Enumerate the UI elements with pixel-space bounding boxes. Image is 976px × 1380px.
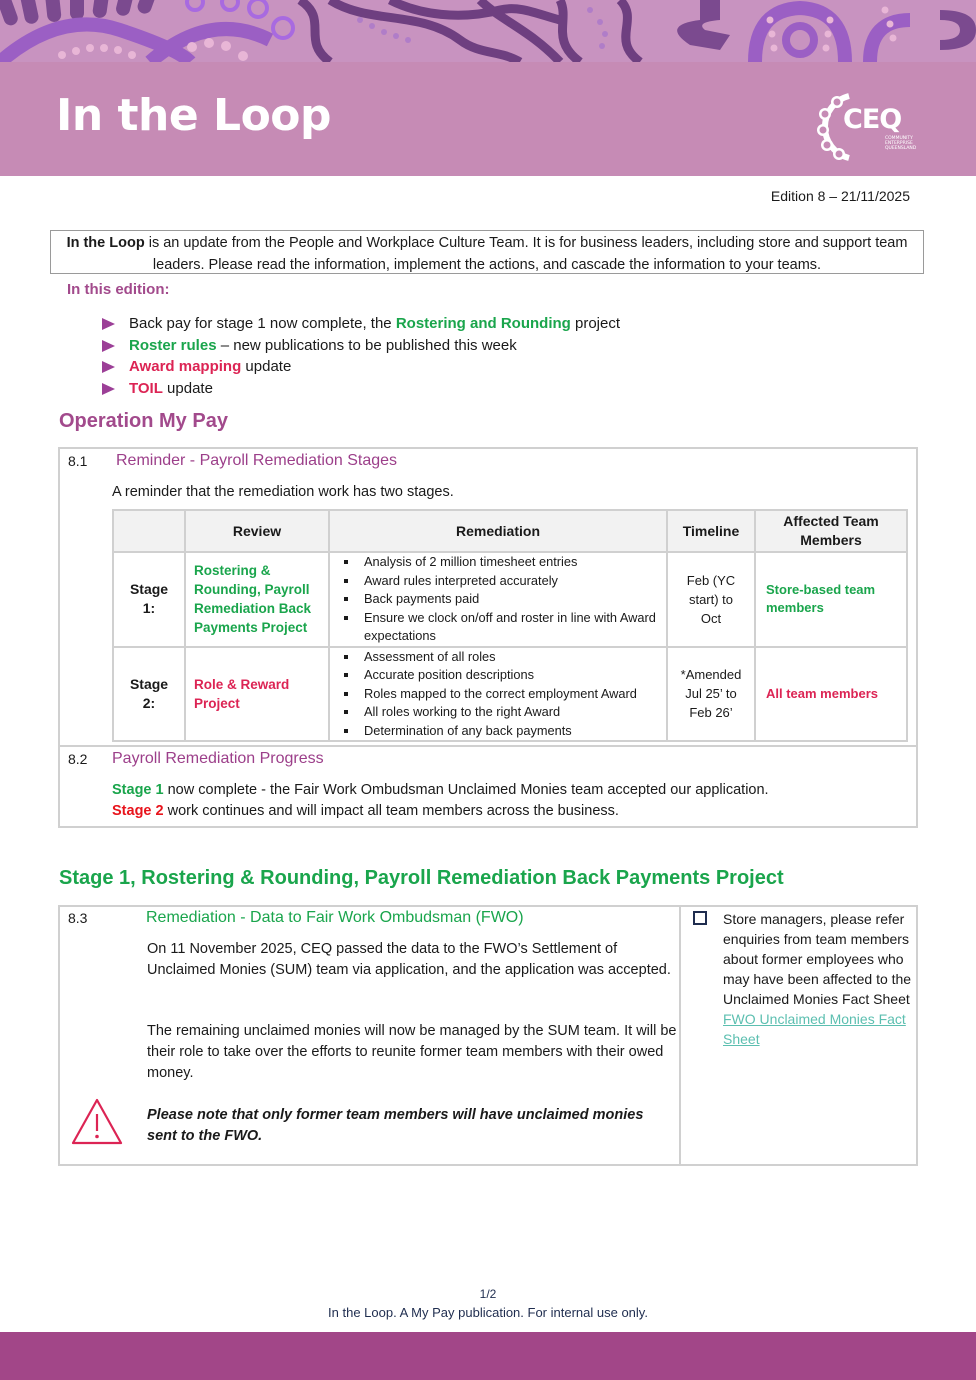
timeline-cell: [667, 647, 755, 742]
footer-bar: [0, 1332, 976, 1380]
warning-note: Please note that only former team members will have unclaimed monies sent to the FWO.: [147, 1107, 644, 1144]
item-highlight: Rostering and Rounding: [395, 315, 571, 332]
edition-date: Edition 8 – 21/11/2025: [770, 188, 910, 204]
action-text: Store managers, please refer enquiries from team members about former employees who may have been affected to the Unclaimed Monies Fact Sheet: [723, 911, 912, 1007]
item-text: – new publications to be published this week: [216, 336, 517, 354]
list-item: [100, 356, 620, 378]
logo-subtext: [885, 136, 925, 151]
remediation-item: Award rules interpreted accurately: [344, 572, 660, 591]
header-artwork: [0, 0, 976, 62]
in-this-edition-heading: In this edition:: [67, 281, 170, 298]
item-text: update: [162, 379, 213, 397]
section-title: Remediation - Data to Fair Work Ombudsman (FWO): [146, 909, 524, 926]
column-header: [113, 510, 185, 552]
item-text: update: [241, 358, 292, 376]
remediation-item: Accurate position descriptions: [344, 666, 660, 685]
review-cell: Rostering & Rounding, Payroll Remediation Back Payments Project: [185, 552, 329, 647]
item-text: project: [570, 315, 621, 332]
column-header: Affected Team Members: [755, 510, 907, 552]
logo-text: CEQ: [843, 104, 902, 135]
newsletter-title: In the Loop: [56, 90, 332, 141]
section-8-1: [58, 447, 918, 747]
warning-icon: [70, 1097, 124, 1147]
stage-1-text: now complete - the Fair Work Ombudsman Unclaimed Monies team accepted our application.: [163, 782, 769, 798]
triangle-bullet-icon: [102, 383, 115, 395]
stage-text: Stage 2:: [129, 675, 169, 711]
table-row: [113, 552, 907, 647]
table-row: [113, 647, 907, 742]
stage-1-label: Stage 1: [112, 782, 164, 798]
paragraph: The remaining unclaimed monies will now be managed by the SUM team. It will be their role to take over the efforts to reunite former team members with their owed money.: [147, 1023, 677, 1081]
stage-label: [113, 647, 185, 742]
list-item: [100, 335, 620, 357]
action-checkbox[interactable]: [693, 911, 707, 925]
remediation-cell: [329, 552, 667, 647]
action-item: [723, 909, 913, 1049]
triangle-bullet-icon: [102, 361, 115, 373]
footer-note: In the Loop. A My Pay publication. For internal use only.: [328, 1305, 648, 1320]
ceq-logo: [815, 92, 925, 162]
section-number: 8.2: [68, 751, 88, 767]
section-number: 8.3: [68, 910, 88, 926]
progress-text: [112, 780, 902, 822]
fwo-fact-sheet-link[interactable]: FWO Unclaimed Monies Fact Sheet: [723, 1011, 906, 1047]
triangle-bullet-icon: [102, 318, 115, 330]
remediation-item: Determination of any back payments: [344, 722, 660, 741]
page-number: 1/2: [479, 1287, 497, 1301]
stages-table: [112, 509, 908, 742]
affected-cell: All team members: [755, 647, 907, 742]
intro-box: [50, 230, 924, 274]
section-heading-stage-1: Stage 1, Rostering & Rounding, Payroll Remediation Back Payments Project: [59, 867, 784, 889]
remediation-item: All roles working to the right Award: [344, 703, 660, 722]
remediation-item: Roles mapped to the correct employment Award: [344, 685, 660, 704]
column-header: Remediation: [329, 510, 667, 552]
logo-sub-line: QUEENSLAND: [885, 146, 917, 151]
section-title: Reminder - Payroll Remediation Stages: [116, 452, 398, 469]
stage-label: [113, 552, 185, 647]
section-title: Payroll Remediation Progress: [112, 750, 324, 767]
edition-contents-list: [100, 313, 620, 399]
item-text: Back pay for stage 1 now complete, the: [129, 315, 396, 332]
timeline-text: *Amended Jul 25’ to Feb 26’: [680, 667, 742, 721]
list-item: [100, 378, 620, 400]
section-8-3: [58, 905, 918, 1166]
stage-2-text: work continues and will impact all team members across the business.: [163, 803, 619, 819]
section-intro: A reminder that the remediation work has two stages.: [112, 484, 454, 500]
list-item: [100, 313, 620, 335]
item-highlight: Award mapping: [129, 358, 242, 376]
intro-lead: In the Loop: [66, 235, 145, 251]
timeline-text: Feb (YC start) to Oct: [686, 572, 736, 626]
remediation-item: Ensure we clock on/off and roster in line with Award expectations: [344, 609, 660, 646]
remediation-cell: [329, 647, 667, 742]
section-8-2: [58, 745, 918, 828]
affected-cell: Store-based team members: [755, 552, 907, 647]
remediation-item: Back payments paid: [344, 590, 660, 609]
intro-text: is an update from the People and Workplace Culture Team. It is for business leaders, including store and support team leaders. Please read the information, implement the actions, and cascade the information to your teams.: [144, 235, 908, 273]
header-banner: [0, 62, 976, 176]
item-highlight: TOIL: [129, 379, 163, 397]
item-highlight: Roster rules: [129, 336, 217, 354]
table-header-row: [113, 510, 907, 552]
section-number: 8.1: [68, 453, 88, 469]
stage-2-label: Stage 2: [112, 803, 164, 819]
stage-text: Stage 1:: [129, 581, 169, 617]
progress-line-stage-2: [112, 801, 902, 822]
logo-sub-line: ENTERPRISE: [885, 141, 913, 146]
column-divider: [679, 907, 681, 1164]
triangle-bullet-icon: [102, 340, 115, 352]
section-heading-operation-my-pay: Operation My Pay: [59, 410, 228, 432]
remediation-item: Analysis of 2 million timesheet entries: [344, 553, 660, 572]
timeline-cell: [667, 552, 755, 647]
column-header: Timeline: [667, 510, 755, 552]
remediation-item: Assessment of all roles: [344, 648, 660, 667]
logo-sub-line: COMMUNITY: [885, 136, 913, 141]
paragraph: On 11 November 2025, CEQ passed the data to the FWO’s Settlement of Unclaimed Monies (SUM) team via application, and the application was accepted.: [147, 941, 671, 978]
review-cell: Role & Reward Project: [185, 647, 329, 742]
progress-line-stage-1: [112, 780, 902, 801]
column-header: Review: [185, 510, 329, 552]
